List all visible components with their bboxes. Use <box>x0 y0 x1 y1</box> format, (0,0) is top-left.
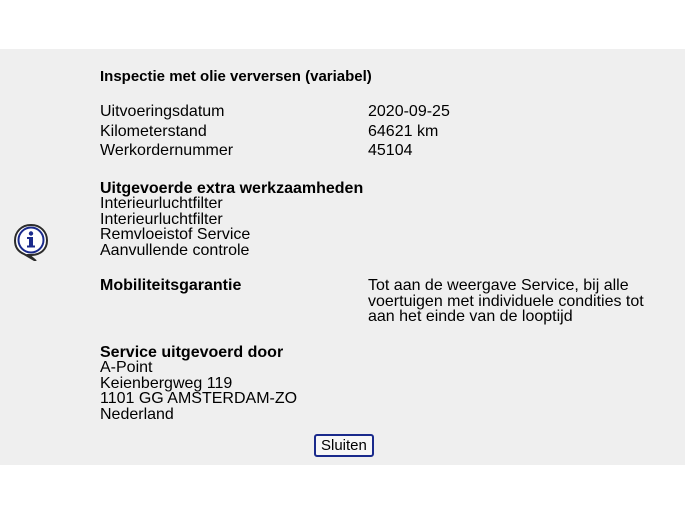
address-line: 1101 GG AMSTERDAM-ZO <box>100 390 298 407</box>
field-value: 2020-09-25 <box>368 103 450 120</box>
address-line: Nederland <box>100 405 174 423</box>
list-item: Remvloeistof Service <box>100 226 251 243</box>
service-detail-dialog <box>0 49 685 465</box>
detail-content <box>100 68 670 422</box>
mobility-value: Tot aan de weergave Service, bij alle voertuigen met individuele condities tot aan het einde van de looptijd <box>368 277 644 325</box>
record-title: Inspectie met olie verversen (variabel) <box>100 68 372 85</box>
list-item: Aanvullende controle <box>100 241 250 259</box>
info-icon <box>12 223 50 261</box>
record-fields <box>100 102 670 161</box>
extra-work-heading: Uitgevoerde extra werkzaamheden <box>100 179 364 197</box>
field-label: Werkordernummer <box>100 142 234 159</box>
service-by-heading: Service uitgevoerd door <box>100 343 284 361</box>
field-row-date <box>100 102 670 122</box>
field-row-mileage <box>100 122 670 142</box>
list-item: Interieurluchtfilter <box>100 195 223 212</box>
service-by-section <box>100 345 670 423</box>
field-label: Kilometerstand <box>100 122 207 140</box>
address-line: Keienbergweg 119 <box>100 374 233 392</box>
mobility-section <box>100 278 670 325</box>
field-value: 64621 km <box>368 122 439 140</box>
mobility-label: Mobiliteitsgarantie <box>100 277 242 294</box>
field-label: Uitvoeringsdatum <box>100 103 225 120</box>
extra-work-section <box>100 181 670 259</box>
list-item: Interieurluchtfilter <box>100 210 223 228</box>
field-value: 45104 <box>368 142 413 159</box>
address-line: A-Point <box>100 359 153 376</box>
close-button[interactable]: Sluiten <box>314 434 374 457</box>
field-row-work-order <box>100 141 670 161</box>
